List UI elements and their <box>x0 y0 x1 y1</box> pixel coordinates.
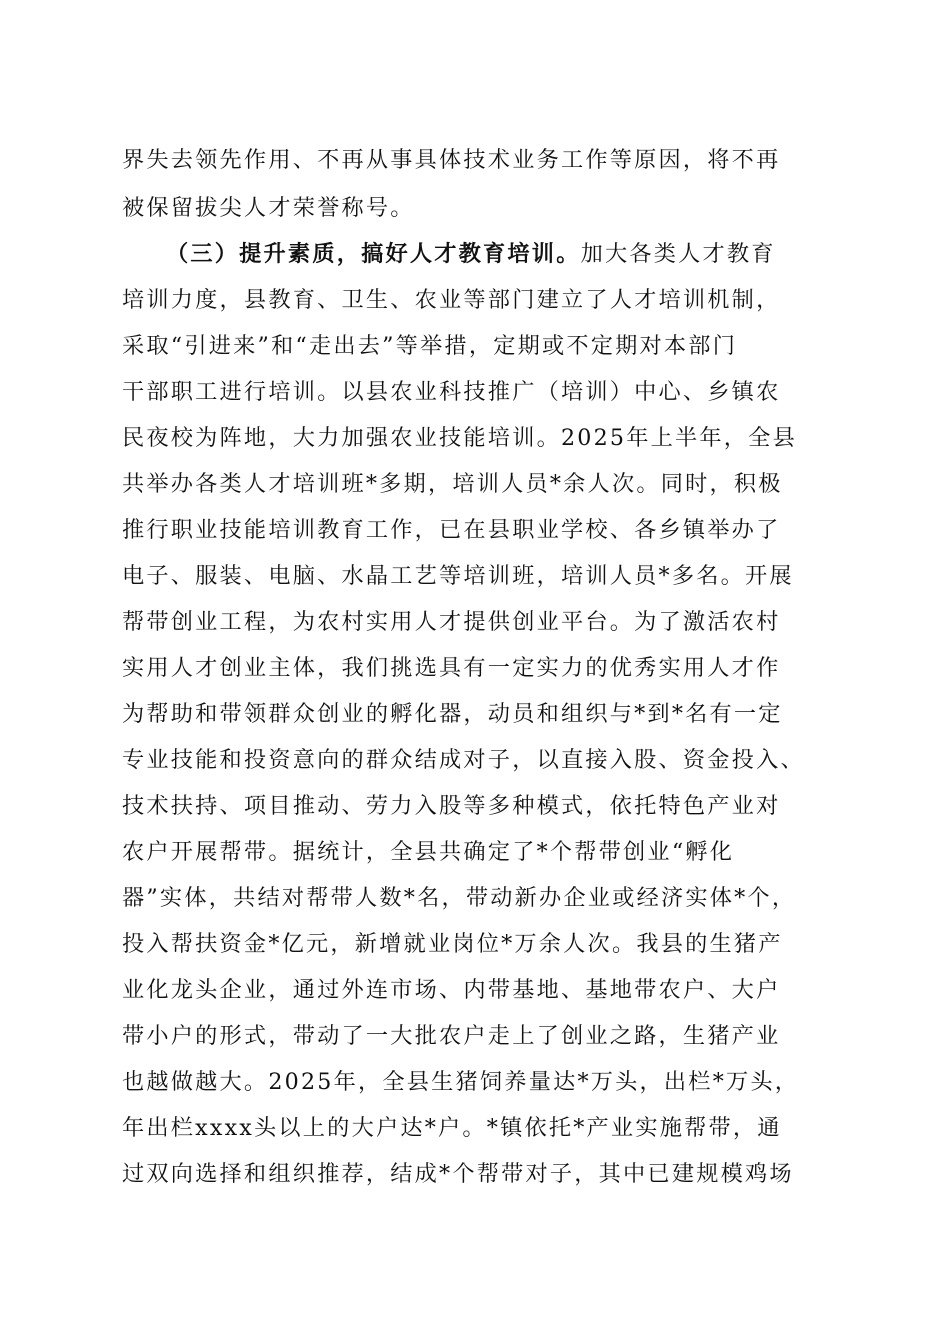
text-line: 采取“引进来”和“走出去”等举措，定期或不定期对本部门 <box>122 333 738 359</box>
text-line: 投入帮扶资金*亿元，新增就业岗位*万余人次。我县的生猪产 <box>122 931 783 957</box>
text-line: 帮带创业工程，为农村实用人才提供创业平台。为了激活农村 <box>122 609 781 635</box>
text-line: 专业技能和投资意向的群众结成对子，以直接入股、资金投入、 <box>122 747 805 773</box>
section-first-line-text: 加大各类人才教育 <box>580 241 776 267</box>
text-line: 实用人才创业主体，我们挑选具有一定实力的优秀实用人才作 <box>122 655 781 681</box>
text-line: 器”实体，共结对帮带人数*名，带动新办企业或经济实体*个， <box>122 885 797 911</box>
text-line: 年出栏xxxx头以上的大户达*户。*镇依托*产业实施帮带，通 <box>122 1115 782 1141</box>
text-line: 带小户的形式，带动了一大批农户走上了创业之路，生猪产业 <box>122 1023 781 1049</box>
text-line: 过双向选择和组织推荐，结成*个帮带对子，其中已建规模鸡场 <box>122 1161 794 1187</box>
text-line: 推行职业技能培训教育工作，已在县职业学校、各乡镇举办了 <box>122 517 781 543</box>
section-heading: （三）提升素质，搞好人才教育培训。 <box>166 241 581 267</box>
text-line: 农户开展帮带。据统计，全县共确定了*个帮带创业“孵化 <box>122 839 735 865</box>
text-line: 也越做越大。2025年，全县生猪饲养量达*万头，出栏*万头， <box>122 1069 800 1095</box>
text-line: 电子、服装、电脑、水晶工艺等培训班，培训人员*多名。开展 <box>122 563 794 589</box>
text-line: 被保留拔尖人才荣誉称号。 <box>122 195 415 221</box>
text-line: 业化龙头企业，通过外连市场、内带基地、基地带农户、大户 <box>122 977 781 1003</box>
text-line: 共举办各类人才培训班*多期，培训人员*余人次。同时，积极 <box>122 471 783 497</box>
text-line: 培训力度，县教育、卫生、农业等部门建立了人才培训机制， <box>122 287 781 313</box>
section-first-line <box>166 232 828 276</box>
text-line: 为帮助和带领群众创业的孵化器，动员和组织与*到*名有一定 <box>122 701 783 727</box>
text-line: 干部职工进行培训。以县农业科技推广（培训）中心、乡镇农 <box>122 379 781 405</box>
text-line: 界失去领先作用、不再从事具体技术业务工作等原因，将不再 <box>122 147 781 173</box>
text-line: 民夜校为阵地，大力加强农业技能培训。2025年上半年，全县 <box>122 425 797 451</box>
text-line: 技术扶持、项目推动、劳力入股等多种模式，依托特色产业对 <box>122 793 781 819</box>
